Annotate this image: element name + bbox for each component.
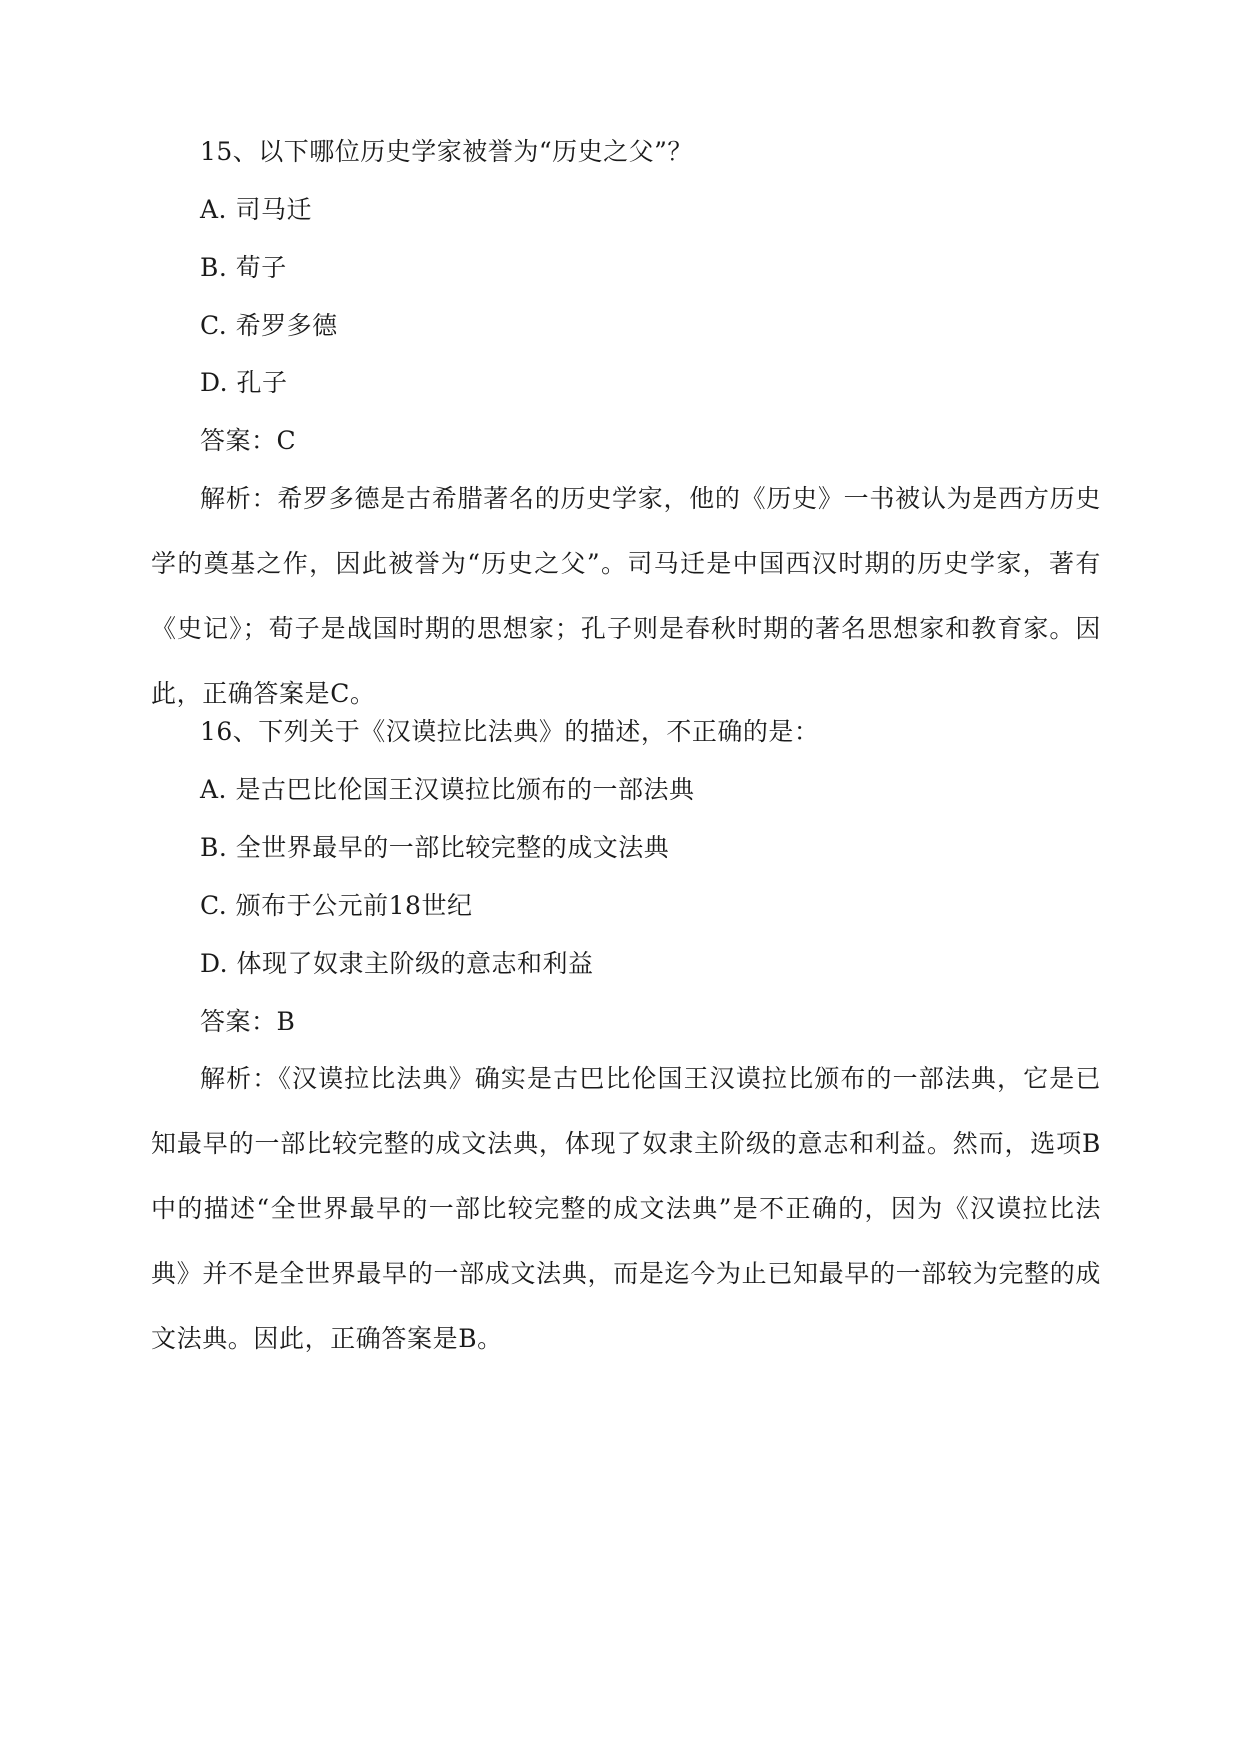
question-16-answer: 答案：B [200,1007,296,1036]
question-16-text: 16、下列关于《汉谟拉比法典》的描述，不正确的是： [200,717,820,746]
question-16-option-c: C. 颁布于公元前18世纪 [200,891,473,920]
question-15-option-b: B. 荀子 [200,253,287,282]
question-15-option-d: D. 孔子 [200,368,288,397]
question-16-option-d: D. 体现了奴隶主阶级的意志和利益 [200,949,594,978]
question-15-analysis: 解析：希罗多德是古希腊著名的历史学家，他的《历史》一书被认为是西方历史学的奠基之作，因此被誉为“历史之父”。司马迁是中国西汉时期的历史学家，著有《史记》；荀子是战国时期的思想家；孔子则是春秋时期的著名思想家和教育家。因此，正确答案是C。 [151,484,1101,708]
question-15-answer: 答案：C [200,426,297,455]
question-16-option-a: A. 是古巴比伦国王汉谟拉比颁布的一部法典 [200,775,695,804]
question-16-analysis: 解析：《汉谟拉比法典》确实是古巴比伦国王汉谟拉比颁布的一部法典，它是已知最早的一部比较完整的成文法典，体现了奴隶主阶级的意志和利益。然而，选项B中的描述“全世界最早的一部比较完整的成文法典”是不正确的，因为《汉谟拉比法典》并不是全世界最早的一部成文法典，而是迄今为止已知最早的一部较为完整的成文法典。因此，正确答案是B。 [151,1064,1101,1353]
question-15-text: 15、以下哪位历史学家被誉为“历史之父”？ [200,137,693,166]
question-15-option-a: A. 司马迁 [200,195,312,224]
question-16-option-b: B. 全世界最早的一部比较完整的成文法典 [200,833,670,862]
question-15-option-c: C. 希罗多德 [200,311,338,340]
